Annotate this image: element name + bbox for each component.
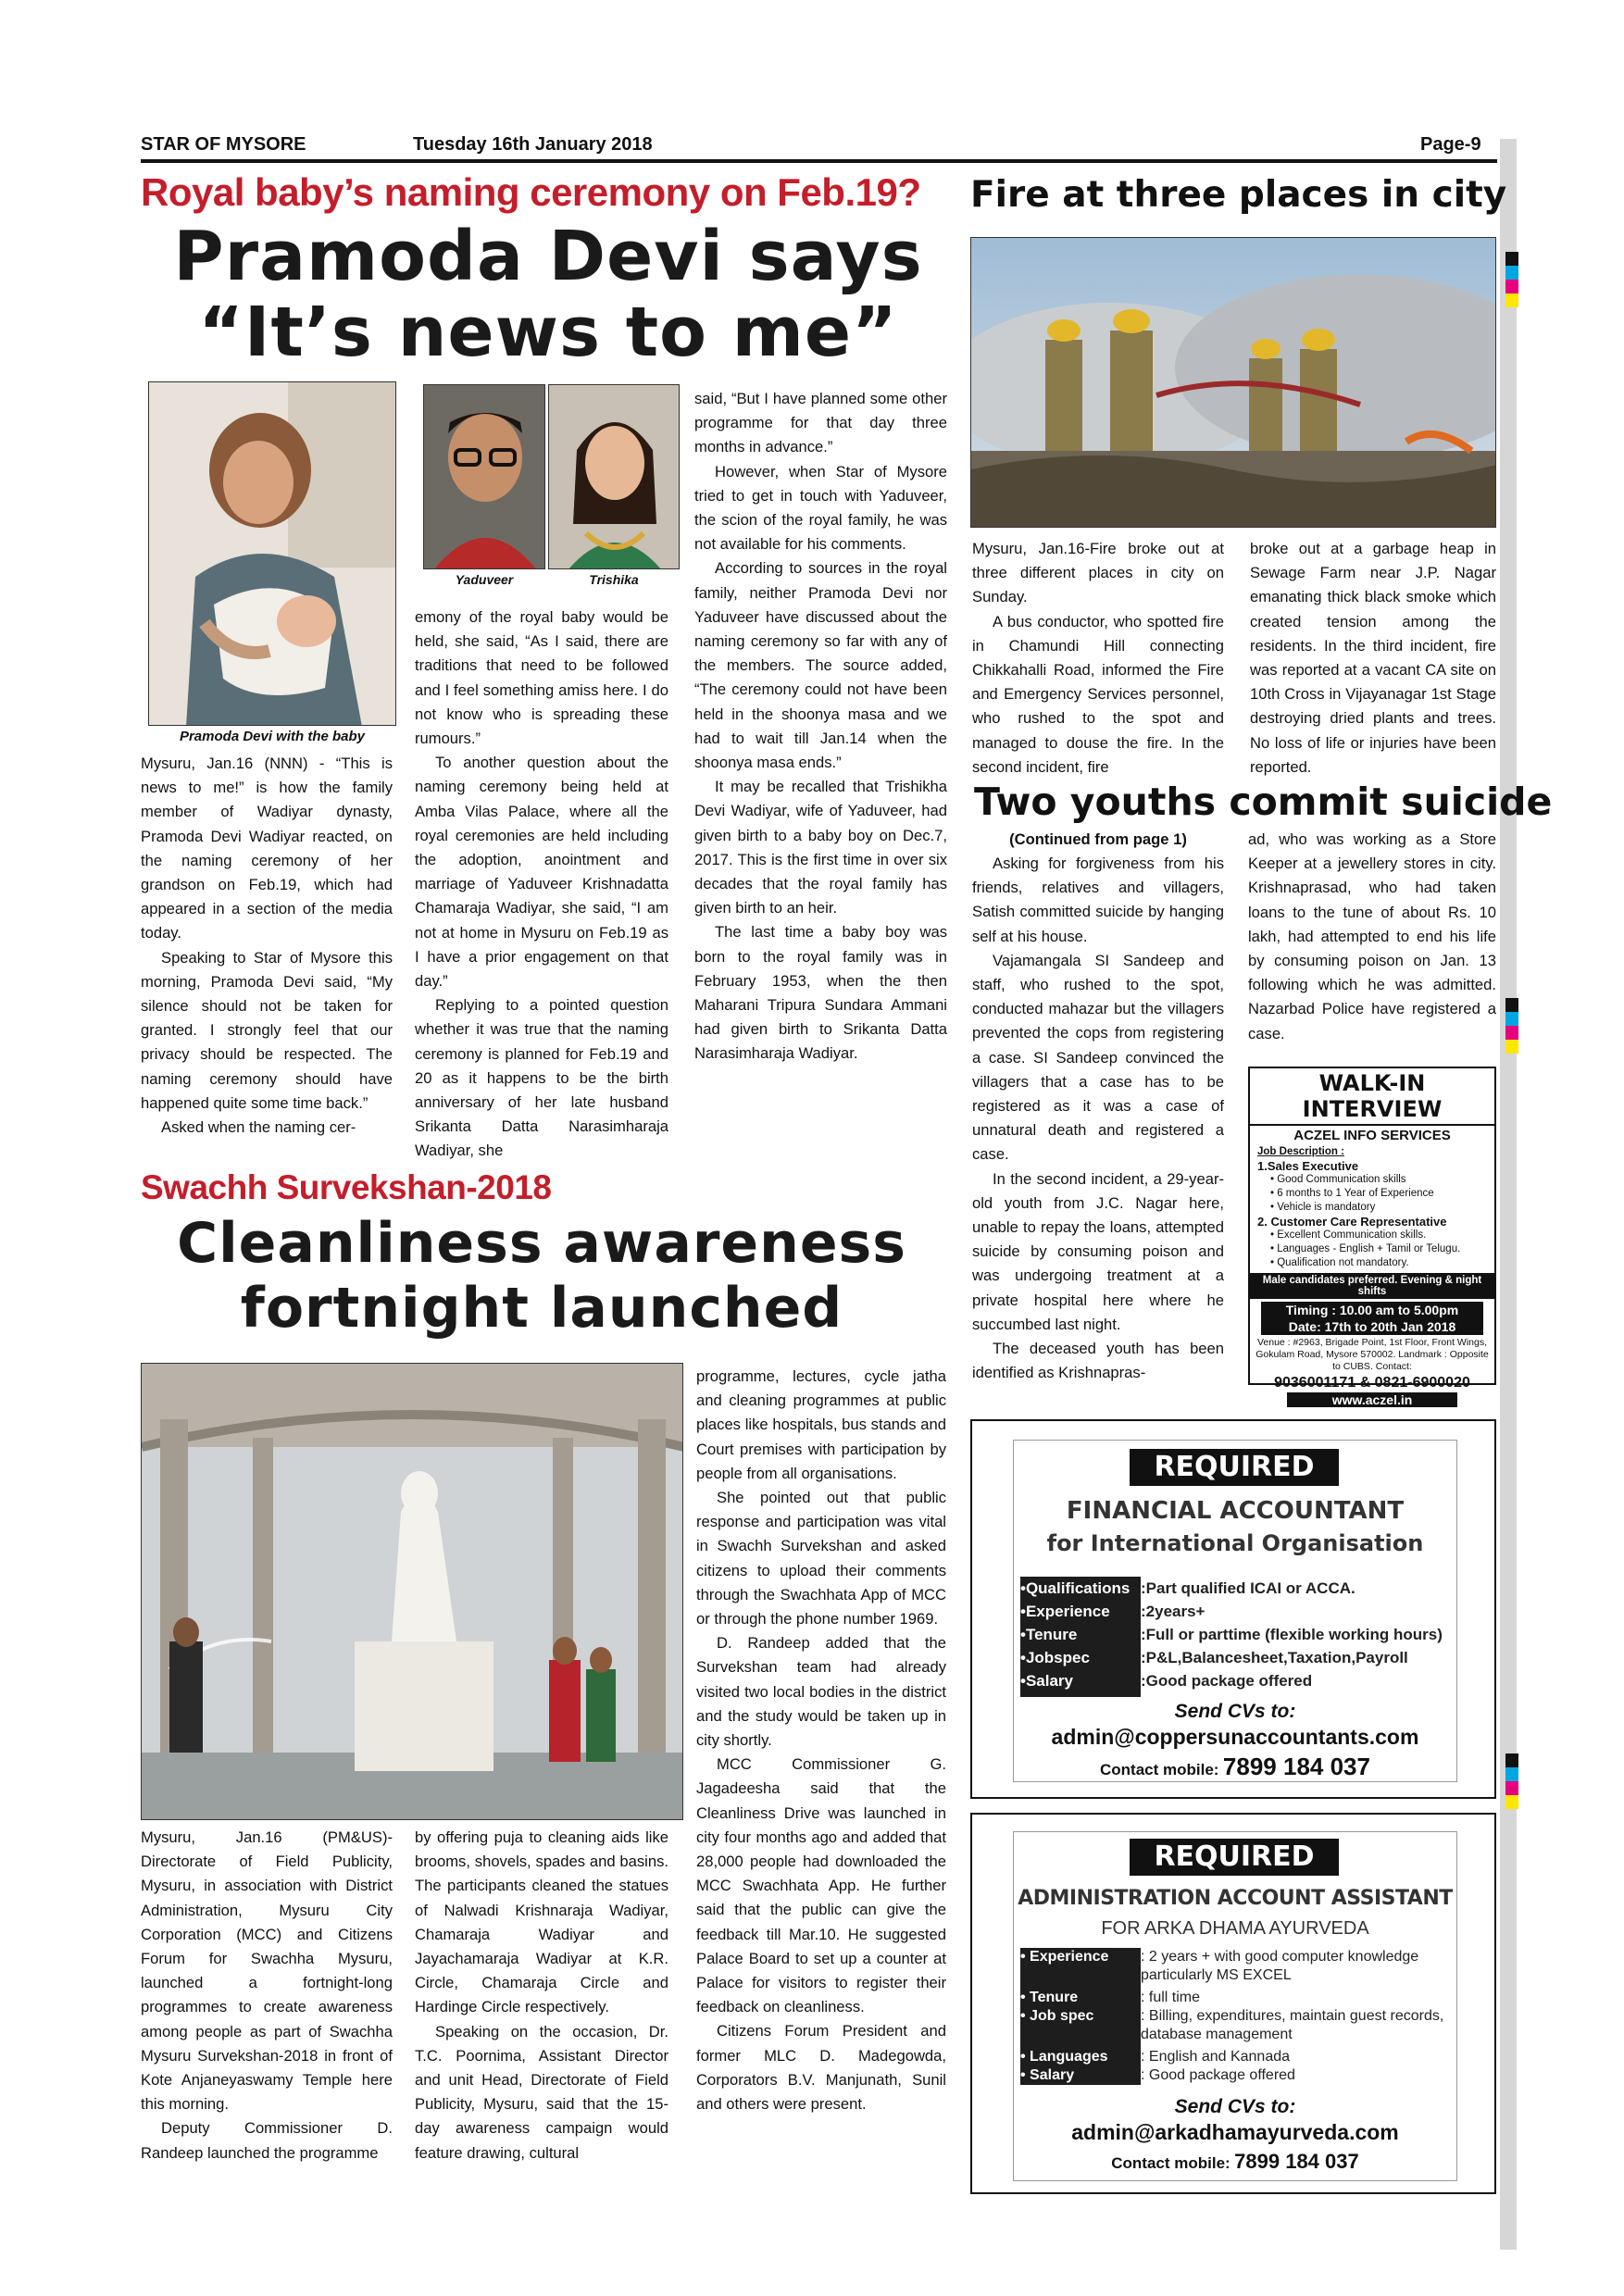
story1-col3-para: However, when Star of Mysore tried to get in touch with Yaduveer, the scion of the royal family, he was not available for his comments. [694,462,947,554]
walkin-role2-bullet: • Qualification not mandatory. [1270,1257,1409,1268]
story3-column-2 [1248,828,1496,1046]
story4-right-para: MCC Commissioner G. Jagadeesha said that the Cleanliness Drive was launched in city four months ago and added that 28,000 people had downloaded the MCC Swachhata App. He further said that the public can give the feedback till Mar.10. He suggested Palace Board to set up a counter at Palace for visitors to register their feedback on cleanliness. [696,1755,946,2016]
story2-column-2 [1250,537,1496,780]
walkin-website: www.aczel.in [1287,1392,1457,1407]
ad3-contact: Contact mobile: 7899 184 037 [1111,2150,1359,2173]
story4-right-para: Citizens Forum President and former MLC D. Madegowda, Corporators B.V. Manjunath, Sunil and others were present. [696,2022,946,2114]
story1-column-2 [415,605,668,1164]
story1-col3-para: The last time a baby boy was born to the royal family was in February 1953, when the then Maharani Tripura Sundara Ammani had given birth to Srikanta Datta Narasimharaja Wadiyar. [694,923,947,1063]
ad3-row: • Tenure : full time [1020,1990,1201,2005]
page-number: Page-9 [1420,134,1481,155]
story1-col2-para: emony of the royal baby would be held, she said, “As I said, there are traditions that need to be followed and I feel something amiss here. I do not know who is spreading these rumours.” [415,608,668,748]
ad3-details [1020,1948,1455,2085]
ad3-position: ADMINISTRATION ACCOUNT ASSISTANT [1018,1887,1453,1910]
story1-col1-para: Mysuru, Jan.16 (NNN) - “This is news to me!” is how the family member of Wadiyar dynasty, Pramoda Devi Wadiyar reacted, on the naming ceremony of her grandson on Feb.19, which had appeared in a section of the media today. [141,755,393,942]
fire-photo [970,237,1496,528]
story3-col2-para: ad, who was working as a Store Keeper at a jewellery stores in city. Krishnaprasad, who had taken loans to the tune of about Rs. 10 lakh, had attempted to end his life by consuming poison on Jan. 13 following which he was admitted. Nazarbad Police have registered a case. [1248,830,1496,1042]
story4-column-1 [141,1826,393,2165]
story4-col1-para: Deputy Commissioner D. Randeep launched the programme [141,2119,393,2162]
walkin-company: ACZEL INFO SERVICES [1293,1128,1451,1143]
cleanliness-photo [141,1363,683,1820]
ad2-org: for International Organisation [1046,1530,1424,1556]
pramoda-devi-photo [148,381,396,726]
yaduveer-caption: Yaduveer [455,572,514,587]
ad3-row: • Experience : 2 years + with good computer knowledge particularly MS EXCEL [1020,1949,1419,1983]
issue-date: Tuesday 16th January 2018 [413,134,653,155]
story1-column-1 [141,752,393,1140]
trishika-photo [548,384,680,569]
story2-headline: Fire at three places in city [970,174,1507,216]
story4-col2-para: Speaking on the occasion, Dr. T.C. Poornima, Assistant Director and unit Head, Directorate of Field Publicity, Mysuru, said that the 15-day awareness campaign would feature drawing, cultural [415,2022,668,2162]
walkin-preference: Male candidates preferred. Evening & night shifts [1250,1273,1494,1299]
ad3-org: FOR ARKA DHAMA AYURVEDA [1101,1918,1369,1939]
walkin-role1-bullet: • Vehicle is mandatory [1270,1202,1376,1213]
story4-col2-para: by offering puja to cleaning aids like brooms, shovels, spades and basins. The participants cleaned the statues of Nalwadi Krishnaraja Wadiyar, Chamaraja Wadiyar and Jayachamaraja Wadiyar at K.R. Circle, Chamaraja Circle and Hardinge Circle respectively. [415,1828,668,2016]
story4-kicker: Swachh Survekshan-2018 [141,1168,552,1206]
story2-col2-para: broke out at a garbage heap in Sewage Farm near J.P. Nagar emanating thick black smoke which created tension among the residents. In the third incident, fire was reported at a vacant CA site on 10th Cross in Vijayanagar 1st Stage destroying dried plants and trees. No loss of life or injuries have been reported. [1250,540,1496,776]
registration-marks-3 [1505,1753,1518,1809]
story3-headline: Two youths commit suicide [974,780,1553,824]
story1-col2-para: To another question about the naming ceremony being held at Amba Vilas Palace, where all the royal ceremonies are held including the adoption, anointment and marriage of Yaduveer Krishnadatta Chamaraja Wadiyar, she said, “I am not at home in Mysuru on Feb.19 as I have a prior engagement on that day.” [415,754,668,991]
story3-col1-para: The deceased youth has been identified as Krishnapras- [972,1340,1224,1382]
ad3-title: REQUIRED [1130,1839,1339,1876]
story1-headline-line1: Pramoda Devi says [173,217,923,296]
story4-right-para: She pointed out that public response and participation was vital in Swachh Survekshan and asked citizens to upload their comments through the Swachhata App of MCC or through the phone number 1969. [696,1489,946,1628]
story3-col1-para: Vajamangala SI Sandeep and staff, who rushed to the spot, conducted mahazar but the villagers prevented the cops from registering a case. SI Sandeep convinced the villagers that a case has to be registered as it was a case of unnatural death and registered a case. [972,951,1224,1164]
story4-headline-line2: fortnight launched [240,1276,843,1341]
story1-headline-line2: “It’s news to me” [198,293,898,372]
walkin-title: WALK-IN INTERVIEW [1250,1068,1494,1126]
story3-col1-para: In the second incident, a 29-year-old youth from J.C. Nagar here, unable to repay the loans, attempted suicide by consuming poison and was undergoing treatment at a private hospital here where he succumbed last night. [972,1169,1224,1333]
ad3-row: • Salary : Good package offered [1020,2067,1295,2083]
margin-strip [1500,139,1517,2250]
ad2-row: •Experience :2years+ [1020,1603,1206,1620]
admin-account-assistant-ad [970,1813,1496,2194]
ad3-email: admin@arkadhamayurveda.com [1071,2120,1399,2144]
ad2-title: REQUIRED [1130,1449,1339,1486]
story1-col3-para: said, “But I have planned some other programme for that day three months in advance.” [694,390,947,456]
story3-continued: (Continued from page 1) [1009,830,1187,848]
ad2-row: •Salary :Good package offered [1020,1672,1313,1690]
walkin-job-desc: Job Description : [1257,1146,1344,1157]
walkin-venue: Venue : #2963, Brigade Point, 1st Floor, Front Wings, Gokulam Road, Mysore 570002. Landmark : Opposite to CUBS. Contact: [1255,1337,1489,1372]
story3-col1-para: Asking for forgiveness from his friends, relatives and villagers, Satish committed suicide by hanging self at his house. [972,855,1224,945]
story1-col1-para: Asked when the naming cer- [161,1118,356,1137]
story4-column-2 [415,1826,668,2165]
story4-right-para: D. Randeep added that the Survekshan team had already visited two local bodies in the district and the study would be taken up in city shortly. [696,1634,946,1750]
story4-column-right [696,1365,946,2116]
ad2-position: FINANCIAL ACCOUNTANT [1066,1497,1405,1525]
story2-column-1 [972,537,1224,780]
ad3-row: • Languages : English and Kannada [1020,2049,1291,2065]
paper-name: STAR OF MYSORE [141,134,306,155]
ad2-row: •Qualifications :Part qualified ICAI or ACCA. [1020,1579,1355,1597]
story1-kicker: Royal baby’s naming ceremony on Feb.19? [141,170,921,214]
walkin-timing: Timing : 10.00 am to 5.00pm [1261,1302,1483,1318]
walkin-role1-bullet: • Good Communication skills [1270,1174,1406,1185]
story1-col3-para: It may be recalled that Trishikha Devi Wadiyar, wife of Yaduveer, had given birth to a baby boy on Dec.7, 2017. This is the first time in over six decades that the royal family has given birth to an heir. [694,778,947,917]
story4-col1-para: Mysuru, Jan.16 (PM&US)- Directorate of Field Publicity, Mysuru, in association with District Administration, Mysuru City Corporation (MCC) and Citizens Forum for Swachha Mysuru, launched a fortnight-long programmes to create awareness among people as part of Swachha Mysuru Survekshan-2018 in front of Kote Anjaneyaswamy Temple here this morning. [141,1828,393,2114]
walkin-dates: Date: 17th to 20th Jan 2018 [1261,1318,1483,1335]
walkin-role2-bullet: • Languages - English + Tamil or Telugu. [1270,1243,1461,1254]
ad2-row: •Tenure :Full or parttime (flexible working hours) [1020,1626,1443,1643]
ad3-send: Send CVs to: [1174,2096,1296,2117]
pramoda-photo-caption: Pramoda Devi with the baby [179,729,366,744]
story4-headline-line1: Cleanliness awareness [177,1211,906,1276]
yaduveer-photo [423,384,545,569]
walkin-phones: 9036001171 & 0821-6900020 [1274,1375,1470,1391]
story1-col2-para: Replying to a pointed question whether it was true that the naming ceremony is planned for Feb.19 and 20 as it happens to be the birth anniversary of her late husband Srikanta Datta Narasimharaja Wadiyar, she [415,996,668,1160]
story1-column-3 [694,387,947,1067]
masthead-rule [141,159,1497,163]
story2-col1-para: Mysuru, Jan.16-Fire broke out at three different places in city on Sunday. [972,540,1224,606]
registration-marks-2 [1505,998,1518,1054]
story3-column-1 [972,852,1224,1385]
ad2-contact: Contact mobile: 7899 184 037 [1100,1753,1370,1780]
walkin-role2-bullet: • Excellent Communication skills. [1270,1229,1427,1241]
story1-col3-para: According to sources in the royal family, neither Pramoda Devi nor Yaduveer have discussed about the naming ceremony so far with any of the members. The source added, “The ceremony could not have been held in the shoonya masa and we had to wait till Jan.14 when the shoonya masa ends.” [694,559,947,772]
registration-marks-1 [1505,252,1518,307]
walkin-interview-ad [1248,1067,1496,1407]
ad2-details [1020,1577,1455,1692]
story1-col1-para: Speaking to Star of Mysore this morning, Pramoda Devi said, “My silence should not be taken for granted. I strongly feel that our privacy should be respected. The naming ceremony should have happened quite some time back.” [141,948,393,1112]
walkin-role1-bullet: • 6 months to 1 Year of Experience [1270,1188,1434,1199]
story2-col1-para: A bus conductor, who spotted fire in Chamundi Hill connecting Chikkahalli Road, informed the Fire and Emergency Services personnel, who rushed to the spot and managed to douse the fire. In the second incident, fire [972,612,1224,776]
financial-accountant-ad [970,1419,1496,1799]
walkin-role-2: 2. Customer Care Representative [1257,1215,1447,1229]
ad2-send: Send CVs to: [1174,1701,1296,1722]
trishika-caption: Trishika [589,572,639,587]
ad3-row: • Job spec : Billing, expenditures, maintain guest records, database management [1020,2008,1444,2042]
story4-right-para: programme, lectures, cycle jatha and cleaning programmes at public places like hospitals, bus stands and Court premises with participation by people from all organisations. [696,1367,946,1482]
ad2-row: •Jobspec :P&L,Balancesheet,Taxation,Payroll [1020,1649,1408,1666]
ad2-email: admin@coppersunaccountants.com [1051,1725,1419,1749]
walkin-role-1: 1.Sales Executive [1257,1159,1359,1173]
